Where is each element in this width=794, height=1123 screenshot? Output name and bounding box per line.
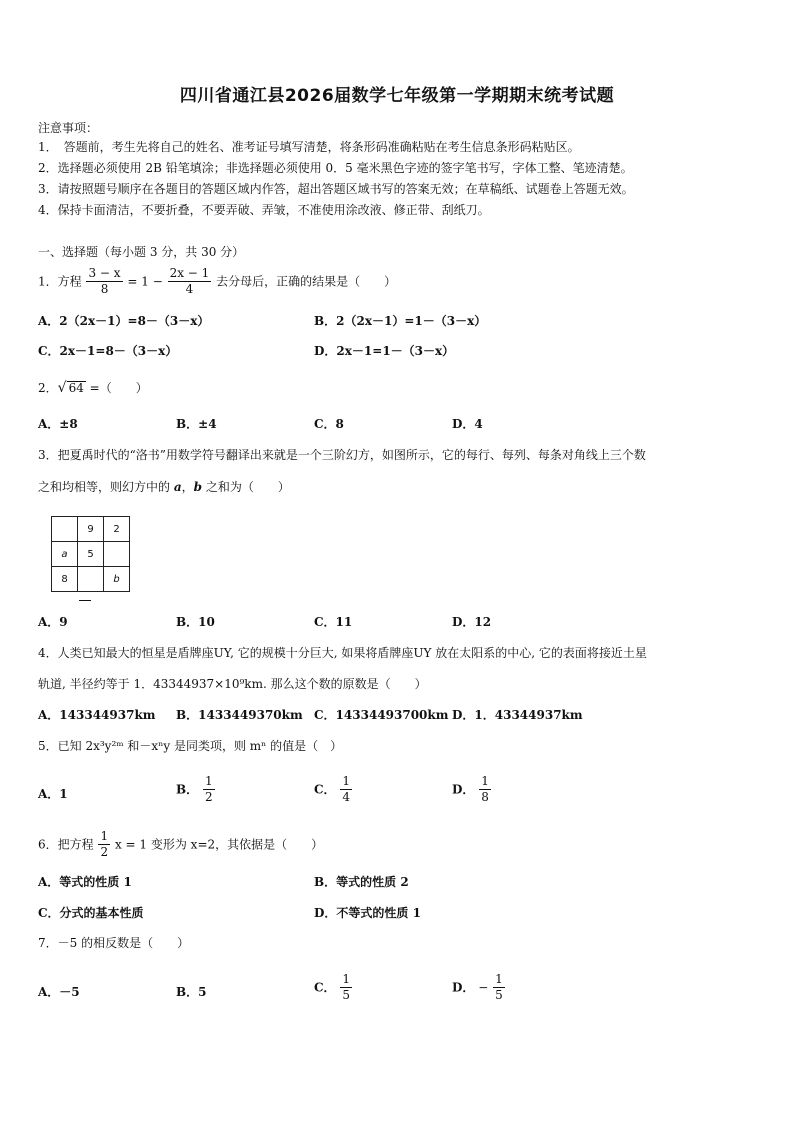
magic-cell: 8 <box>52 567 78 592</box>
q7-option-b: B．5 <box>176 985 207 999</box>
q2-suffix: =（ ） <box>85 381 148 395</box>
q1-option-d: D．2x－1=1－（3－x） <box>314 344 455 358</box>
q7-option-c-label: C． <box>314 980 336 995</box>
notice-heading: 注意事项： <box>38 121 99 135</box>
q6-suffix: 变形为 x=2，其依据是（ ） <box>150 837 324 852</box>
q1-mid: = 1 − <box>127 274 163 289</box>
q1-fraction-left-den: 8 <box>100 282 109 296</box>
q3-line2-b: 之和为（ ） <box>202 480 290 494</box>
q3-line2-a: 之和均相等，则幻方中的 <box>38 480 174 494</box>
q5-option-b-label: B． <box>176 782 199 797</box>
q6-fraction-den: 2 <box>100 845 109 859</box>
q2-prefix: 2． <box>38 381 58 395</box>
q4-stem-line-1: 4．人类已知最大的恒星是盾牌座UY, 它的规模十分巨大, 如果将盾牌座UY 放在太阳系的中心, 它的表面将接近土星 <box>38 646 647 660</box>
q2-option-d: D．4 <box>452 417 483 431</box>
q1-suffix: 去分母后，正确的结果是（ ） <box>216 274 397 289</box>
question-2-stem <box>38 381 148 395</box>
sqrt-symbol: √ <box>57 380 67 396</box>
q5-option-b-fraction <box>203 774 215 805</box>
q7-option-d <box>452 972 506 1003</box>
q5-option-c-fraction <box>340 774 352 805</box>
q6-fraction <box>98 829 110 860</box>
q7-stem: 7．－5 的相反数是（ ） <box>38 936 190 950</box>
q7-option-c <box>314 972 353 1003</box>
q7-d-den: 5 <box>495 988 503 1002</box>
magic-cell: 9 <box>78 517 104 542</box>
magic-cell: b <box>104 567 130 592</box>
q2-option-c: C．8 <box>314 417 344 431</box>
q3-option-b: B．10 <box>176 615 215 629</box>
magic-cell: 5 <box>78 542 104 567</box>
q1-option-b: B．2（2x－1）=1－（3－x） <box>314 314 487 328</box>
section-heading: 一、选择题（每小题 3 分，共 30 分） <box>38 245 245 259</box>
q7-d-num: 1 <box>495 972 503 986</box>
q5-d-num: 1 <box>481 774 489 788</box>
q5-d-den: 8 <box>481 790 489 804</box>
q1-fraction-right-num: 2x − 1 <box>169 266 210 280</box>
question-1-stem <box>38 266 396 297</box>
q7-c-num: 1 <box>342 972 351 986</box>
q6-option-c: C．分式的基本性质 <box>38 906 144 920</box>
page-title: 四川省通江县2026届数学七年级第一学期期末统考试题 <box>179 86 615 106</box>
q1-prefix: 1．方程 <box>38 274 82 289</box>
magic-cell <box>52 517 78 542</box>
q4-option-c: C．14334493700km <box>314 708 449 722</box>
q1-option-a: A．2（2x－1）=8－（3－x） <box>38 314 210 328</box>
magic-cell <box>78 567 104 592</box>
q4-option-d: D．1．43344937km <box>452 708 583 722</box>
q3-option-a: A．9 <box>38 615 68 629</box>
notice-item-3: 3．请按照题号顺序在各题目的答题区域内作答，超出答题区域书写的答案无效；在草稿纸、试题卷上答题无效。 <box>38 182 634 196</box>
q1-fraction-right-den: 4 <box>185 282 194 296</box>
q3-option-c: C．11 <box>314 615 353 629</box>
notice-item-1: 1． 答题前，考生先将自己的姓名、准考证号填写清楚，将条形码准确粘贴在考生信息条形码粘贴区。 <box>38 140 580 154</box>
q5-option-d-label: D． <box>452 782 475 797</box>
q5-option-c <box>314 774 353 805</box>
q5-c-den: 4 <box>342 790 351 804</box>
q2-option-b: B．±4 <box>176 417 217 431</box>
q5-stem: 5．已知 2x³y²ᵐ 和－xⁿy 是同类项，则 mⁿ 的值是（ ） <box>38 739 343 753</box>
q6-option-a: A．等式的性质 1 <box>38 875 132 889</box>
q7-option-d-label: D． <box>452 980 475 995</box>
q5-option-d-fraction <box>479 774 491 805</box>
q7-c-den: 5 <box>342 988 351 1002</box>
magic-cell: 2 <box>104 517 130 542</box>
magic-cell: a <box>52 542 78 567</box>
notice-item-2: 2．选择题必须使用 2B 铅笔填涂；非选择题必须使用 0．5 毫米黑色字迹的签字笔书写，字体工整、笔迹清楚。 <box>38 161 633 175</box>
q3-stem-line-1: 3．把夏禹时代的“洛书”用数学符号翻译出来就是一个三阶幻方，如图所示，它的每行、每列、每条对角线上三个数 <box>38 448 646 462</box>
q1-option-c: C．2x－1=8－（3－x） <box>38 344 178 358</box>
q5-option-d <box>452 774 492 805</box>
q5-b-den: 2 <box>204 790 213 804</box>
q1-fraction-left <box>86 266 122 297</box>
q4-stem-line-2: 轨道, 半径约等于 1．43344937×10⁹km. 那么这个数的原数是（ ） <box>38 677 427 691</box>
q7-option-d-fraction <box>493 972 505 1003</box>
q6-fraction-num: 1 <box>100 829 109 843</box>
q5-b-num: 1 <box>204 774 213 788</box>
q4-option-a: A．143344937km <box>38 708 156 722</box>
q5-option-c-label: C． <box>314 782 336 797</box>
magic-cell <box>104 542 130 567</box>
q2-option-a: A．±8 <box>38 417 78 431</box>
magic-square-underline <box>79 600 91 601</box>
q1-fraction-right <box>168 266 212 297</box>
q6-option-d: D．不等式的性质 1 <box>314 906 421 920</box>
q3-var-b: b <box>193 480 203 494</box>
q3-comma: ， <box>181 480 194 494</box>
q7-option-c-fraction <box>340 972 352 1003</box>
q6-prefix: 6．把方程 <box>38 837 94 852</box>
q3-var-a: a <box>173 480 182 494</box>
q3-option-d: D．12 <box>452 615 492 629</box>
q5-option-a: A．1 <box>38 787 68 801</box>
q2-radicand: 64 <box>68 381 84 395</box>
q6-option-b: B．等式的性质 2 <box>314 875 409 889</box>
notice-item-4: 4．保持卡面清洁，不要折叠，不要弄破、弄皱，不准使用涂改液、修正带、刮纸刀。 <box>38 203 490 217</box>
q6-mid: x = 1 <box>114 837 148 852</box>
q7-option-d-sign: − <box>478 980 489 995</box>
q1-fraction-left-num: 3 − x <box>88 266 121 280</box>
q5-c-num: 1 <box>342 774 351 788</box>
magic-square <box>51 516 130 592</box>
q7-option-a: A．－5 <box>38 985 80 999</box>
q5-option-b <box>176 774 216 805</box>
q4-option-b: B．1433449370km <box>176 708 303 722</box>
question-6-stem <box>38 829 323 860</box>
q3-stem-line-2 <box>38 481 290 493</box>
